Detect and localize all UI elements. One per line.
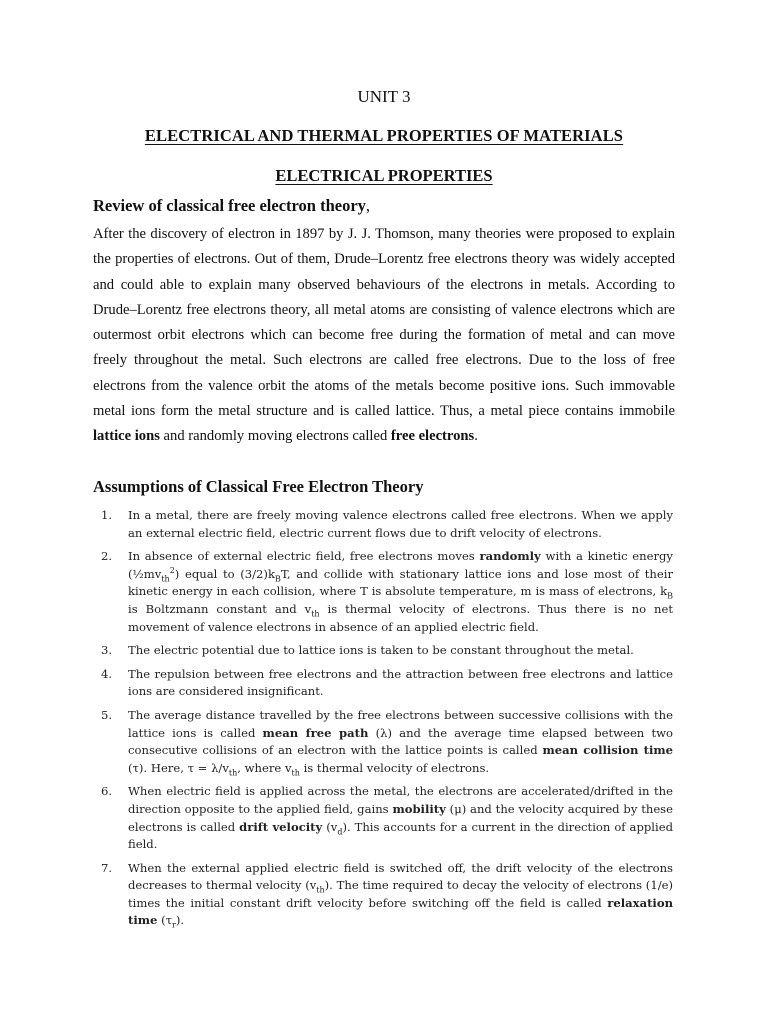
list-text: is thermal velocity of electrons. <box>299 760 490 775</box>
para-bold-lattice-ions: lattice ions <box>93 428 160 445</box>
list-number: 4. <box>101 666 113 681</box>
list-bold-mean-collision-time: mean collision time <box>542 743 673 758</box>
para-text-1: After the discovery of electron in 1897 by J. J. Thomson, many theories were proposed to explain the properties of electrons. Out of them, Drude–Lorentz free electrons theory was widely accepted and could able to explain many observed behaviours of the electrons in metals. According to Drude–Lorentz free electrons theory, all metal atoms are consisting of valence electrons which are outermost orbit electrons which can become free during the formation of metal and can move freely throughout the metal. Such electrons are called free electrons. Due to the loss of free electrons from the valence orbit the atoms of the metals become positive ions. Such immovable metal ions form the metal structure and is called lattice. Thus, a metal piece contains immobile <box>93 226 675 420</box>
para-text-3: . <box>474 428 478 445</box>
list-text: , where v <box>237 760 292 775</box>
list-text: (μ) and the velocity acquired by these electrons is called <box>128 801 673 834</box>
list-text: When electric field is applied across the metal, the electrons are accelerated/drifted in the direction opposite to the applied field, gains <box>128 784 673 816</box>
assumptions-heading: Assumptions of Classical Free Electron Theory <box>93 477 424 496</box>
list-item-text: The repulsion between free electrons and the attraction between free electrons and lattice ions are considered insignificant. <box>128 666 673 699</box>
list-item <box>93 666 673 701</box>
para-text-2: and randomly moving electrons called <box>159 428 391 445</box>
list-item-text: In a metal, there are freely moving valence electrons called free electrons. When we apply an external electric field, electric current flows due to drift velocity of electrons. <box>128 508 673 540</box>
list-bold-mean-free-path: mean free path <box>262 725 369 740</box>
subscript: th <box>311 609 320 619</box>
assumptions-list <box>93 507 673 936</box>
list-number: 1. <box>101 508 113 522</box>
subscript: th <box>161 574 170 584</box>
review-heading-suffix: , <box>365 196 371 215</box>
list-bold-mobility: mobility <box>392 801 446 816</box>
list-number: 7. <box>101 860 113 875</box>
subscript: th <box>316 885 325 895</box>
list-bold-drift-velocity: drift velocity <box>239 819 323 834</box>
list-number: 6. <box>101 784 113 799</box>
list-item <box>93 707 673 777</box>
review-heading <box>93 196 370 216</box>
list-text: ). This accounts for a current in the direction of applied field. <box>128 819 674 852</box>
list-text: is Boltzmann constant and v <box>128 601 312 616</box>
list-text: The average distance travelled by the free electrons between successive collisions with the lattice ions is called <box>128 707 673 740</box>
list-item <box>93 548 673 636</box>
subscript: B <box>275 574 281 584</box>
unit-label: UNIT 3 <box>357 87 411 106</box>
list-text: ). <box>175 913 185 928</box>
list-number: 3. <box>101 643 113 658</box>
list-item <box>93 860 673 930</box>
list-text: (λ) and the average time elapsed between two consecutive collisions of an electron with the lattice points is called <box>128 725 674 758</box>
list-item <box>93 783 673 853</box>
subscript: d <box>337 826 343 836</box>
list-item <box>93 642 673 660</box>
list-text: (v <box>322 819 338 834</box>
subscript: r <box>172 920 176 930</box>
list-text: When the external applied electric field is switched off, the drift velocity of the electrons decreases to thermal velocity (v <box>128 860 673 893</box>
section-title: ELECTRICAL PROPERTIES <box>275 166 493 185</box>
list-text: is thermal velocity of electrons. Thus there is no net movement of valence electrons in absence of an applied electric field. <box>128 601 673 634</box>
review-paragraph <box>93 222 675 450</box>
subscript: B <box>667 591 673 601</box>
page-title: ELECTRICAL AND THERMAL PROPERTIES OF MATERIALS <box>144 126 624 145</box>
list-text: In absence of external electric field, free electrons moves <box>128 549 480 564</box>
list-item-text: The electric potential due to lattice ions is taken to be constant throughout the metal. <box>128 643 634 658</box>
list-bold-relaxation-time: relaxation time <box>128 895 673 928</box>
list-text: T, and collide with stationary lattice ions and lose most of their kinetic energy in each collision, where T is absolute temperature, m is mass of electrons, k <box>128 566 673 599</box>
subscript: th <box>291 768 300 778</box>
list-text: ) equal to (3/2)k <box>174 566 275 581</box>
list-text: (τ <box>157 913 173 928</box>
list-text: with a kinetic energy (½mv <box>128 549 673 581</box>
para-bold-free-electrons: free electrons <box>390 428 475 445</box>
list-text: (τ). Here, τ = λ/v <box>128 760 229 775</box>
review-heading-text: Review of classical free electron theory <box>93 196 366 215</box>
list-bold-randomly: randomly <box>479 549 541 564</box>
subscript: th <box>228 768 238 778</box>
list-text: ). The time required to decay the velocity of electrons (1/e) times the initial constant drift velocity before switching off the field is called <box>128 878 673 910</box>
superscript: 2 <box>169 565 175 575</box>
list-number: 2. <box>101 549 113 564</box>
list-number: 5. <box>101 707 113 722</box>
list-item <box>93 507 673 542</box>
